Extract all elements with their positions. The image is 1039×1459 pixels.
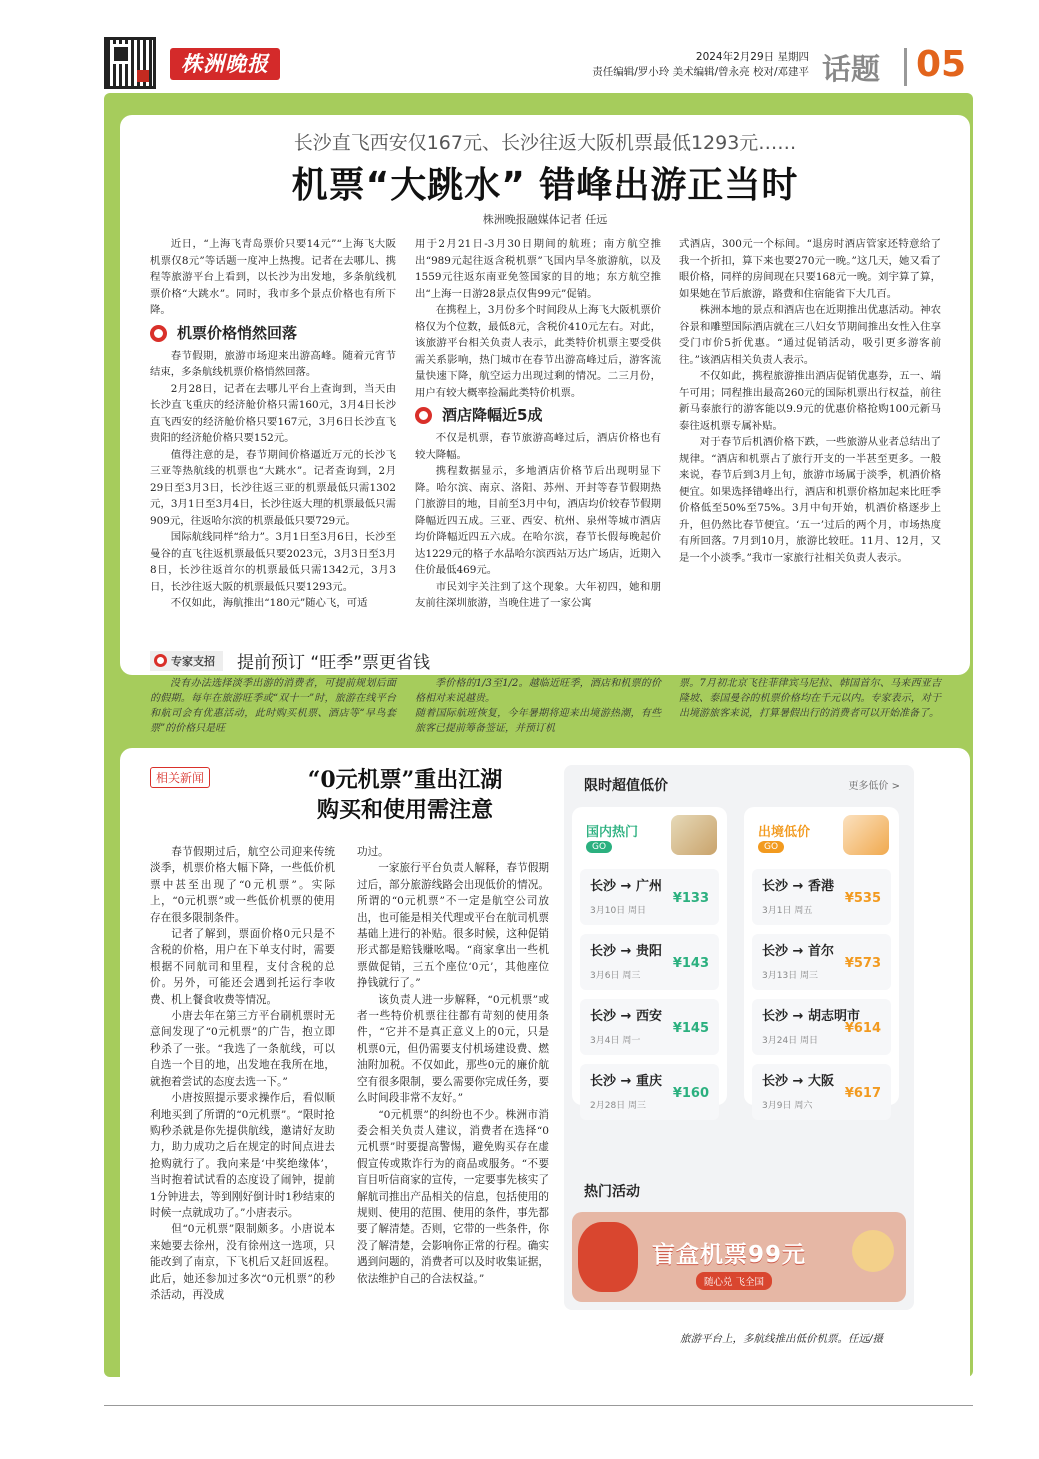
great-wall-icon (671, 815, 717, 855)
paragraph: 值得注意的是，春节期间价格逼近万元的长沙飞三亚等热航线的机票也“大跳水”。记者查询到，2月29日至3月3日，长沙往返三亚的机票最低只需1302元，3月1日至3月4日，长沙往返大理的机票最低只需909元，往返哈尔滨的机票最低只要729元。 (150, 448, 396, 527)
route-date: 3月1日 周五 (762, 906, 813, 916)
paragraph: 该负责人进一步解释，“0元机票”或者一些特价机票往往都有苛刻的使用条件，“它并不是真正意义上的0元，只是机票0元，但仍需要支付机场建设费、燃油附加税。不仅如此，那些0元的廉价航空有很多限制，要么需要你完成任务，要么时间段非常不友好。” (357, 993, 549, 1105)
section-heading (415, 407, 661, 424)
app-screenshot (564, 765, 914, 1310)
route-price: ¥535 (844, 891, 881, 906)
paragraph: 对于春节后机酒价格下跌，一些旅游从业者总结出了规律。“酒店和机票占了旅行开支的一半甚至更多。一般来说，春节后到3月上旬，旅游市场属于淡季，机酒价格便宜。如果选择错峰出行，酒店和机票价格加起来比旺季价格低至50%至75%。3月中旬开始，机酒价格逐步上升，但仍然比春节便宜。‘五一’过后的两个月，市场热度有所回落。7月到10月，旅游比较旺。11月、12月，又是一个小淡季。”我市一家旅行社相关负责人表示。 (679, 436, 941, 564)
route-cities: 长沙 → 重庆 (590, 1074, 662, 1089)
dragon-icon (578, 1222, 638, 1292)
paragraph: 一家旅行平台负责人解释，春节假期过后，部分旅游线路会出现低价的情况。所谓的“0元机票”不一定是航空公司放出，也可能是相关代理或平台在航司机票基础上进行的补贴。很多时候，这种促销形式都是赔钱赚吆喝。“商家拿出一些机票做促销，三五个座位‘0元’，其他座位挣钱就行了。” (357, 862, 549, 990)
go-button[interactable]: GO (586, 841, 612, 853)
paragraph: 携程数据显示，多地酒店价格节后出现明显下降。哈尔滨、南京、洛阳、苏州、开封等春节假期热门旅游目的地，目前至3月中旬，酒店均价较春节假期降幅近四五成。三亚、西安、杭州、泉州等城市酒店均价降幅近四五六成。在哈尔滨，春节长假每晚起价达1229元的格子水晶哈尔滨西站万达广场店，近期入住价最低469元。 (415, 465, 661, 576)
related-title-line-1: “0元机票”重出江湖 (307, 767, 503, 793)
paragraph: 2月28日，记者在去哪儿平台上查询到，当天由长沙直飞重庆的经济舱价格只需160元，3月4日长沙直飞西安的经济舱价格只要167元，3月6日长沙直飞贵阳的经济舱价格只要152元。 (150, 382, 396, 444)
related-column-2 (357, 844, 549, 1287)
section-topic: 话题 (822, 52, 881, 86)
route-date: 3月24日 周日 (762, 1036, 819, 1046)
qr-code (104, 37, 156, 89)
route-item[interactable] (580, 1064, 719, 1120)
issue-date: 2024年2月29日 星期四 (695, 51, 809, 63)
route-date: 2月28日 周三 (590, 1101, 647, 1111)
paragraph: 在携程上，3月份多个时间段从上海飞大阪机票价格仅为个位数，最低8元，含税价410元左右。对此，该旅游平台相关负责人表示，此类特价机票主要受供需关系影响，热门城市在春节出游高峰过后，游客流量快速下降，航空运力出现过剩的情况。二三月份，用户有较大概率捡漏此类特价机票。 (415, 304, 661, 399)
paragraph: 记者了解到，票面价格0元只是不含税的价格，用户在下单支付时，需要根据不同航司和里程，支付含税的总价。另外，可能还会遇到托运行李收费、机上餐食收费等情况。 (150, 928, 335, 1006)
route-price: ¥573 (844, 956, 881, 971)
article-headline: 机票“大跳水” 错峰出游正当时 (291, 165, 799, 206)
paragraph: 功过。 (357, 846, 389, 858)
route-item[interactable] (752, 1064, 891, 1120)
domestic-card (572, 807, 727, 1111)
article-column-1 (150, 236, 396, 612)
route-item[interactable] (580, 934, 719, 990)
domestic-card-title: 国内热门 (586, 825, 639, 840)
editor-credits: 责任编辑/罗小玲 美术编辑/曾永亮 校对/邓建平 (592, 66, 809, 78)
airplane-icon (852, 1230, 894, 1272)
route-item[interactable] (752, 869, 891, 925)
route-item[interactable] (580, 999, 719, 1055)
section-heading (150, 325, 396, 342)
route-cities: 长沙 → 首尔 (762, 944, 834, 959)
route-item[interactable] (580, 869, 719, 925)
bottom-rule (104, 1405, 973, 1406)
paragraph: 春节假期，旅游市场迎来出游高峰。随着元宵节结束，多条航线机票价格悄然回落。 (150, 349, 396, 378)
route-date: 3月13日 周三 (762, 971, 819, 981)
paragraph: 不仅如此，携程旅游推出酒店促销优惠券，五一、端午可用；同程推出最高260元的国际机票出行权益，前往新马泰旅行的游客能以9.9元的优惠价格抢购100元新马泰往返机票专属补贴。 (679, 370, 941, 432)
promo-banner[interactable] (572, 1212, 906, 1302)
newspaper-logo: 株洲晚报 (170, 48, 280, 80)
article-column-3 (679, 236, 941, 566)
paragraph: 国际航线同样“给力”。3月1日至3月6日，长沙至曼谷的直飞往返机票最低只要2023元，3月3日至3月8日，长沙往返首尔的机票最低只需1342元，3月3日，长沙往返大阪的机票最低只要1293元。 (150, 531, 396, 593)
section-heading-text: 酒店降幅近5成 (442, 406, 543, 425)
expert-title: 提前预订 “旺季”票更省钱 (237, 653, 431, 673)
bullet-icon (154, 654, 167, 667)
bullet-icon (415, 407, 432, 424)
related-news-title (260, 765, 550, 825)
route-price: ¥617 (844, 1086, 881, 1101)
banner-subtitle: 随心兑 飞全国 (696, 1272, 772, 1290)
paragraph: 株洲本地的景点和酒店也在近期推出优惠活动。神农谷景和雕塑国际酒店就在三八妇女节期间推出女性入住享受门市价5折优惠。“通过促销活动，吸引更多游客前往。”该酒店相关负责人表示。 (679, 304, 941, 366)
route-price: ¥160 (672, 1086, 709, 1101)
article-column-2 (415, 236, 661, 612)
route-price: ¥133 (672, 891, 709, 906)
expert-column-1: 没有办法选择淡季出游的消费者，可提前规划后面的假期。每年在旅游旺季或“双十一”时，旅游在线平台和航司会有优惠活动，此时购买机票、酒店等“早鸟套票”的价格只是旺 (150, 678, 396, 734)
paragraph: 但“0元机票”限制颇多。小唐说本来她要去徐州，没有徐州这一选项，只能改到了南京，下飞机后又赶回返程。此后，她还参加过多次“0元机票”的秒杀活动，再没成 (150, 1223, 335, 1301)
section-heading-text: 机票价格悄然回落 (177, 323, 298, 342)
app-section-title: 限时超值低价 (584, 778, 668, 794)
paragraph: 小唐去年在第三方平台刷机票时无意间发现了“0元机票”的广告，抱立即秒杀了一张。“我选了一条航线，可以自选一个目的地，出发地在我所在地，就抱着尝试的态度去选一下。” (150, 1010, 335, 1088)
related-column-1 (150, 844, 335, 1303)
bullet-icon (150, 325, 167, 342)
paragraph: 市民刘宇关注到了这个现象。大年初四，她和朋友前往深圳旅游，当晚住进了一家公寓 (415, 580, 661, 609)
hot-activities-title: 热门活动 (584, 1184, 640, 1200)
related-title-line-2: 购买和使用需注意 (316, 797, 493, 823)
route-cities: 长沙 → 西安 (590, 1009, 662, 1024)
route-date: 3月10日 周日 (590, 906, 647, 916)
expert-tag-text: 专家支招 (171, 654, 215, 668)
route-price: ¥145 (672, 1021, 709, 1036)
paragraph: 不仅如此，海航推出“180元”随心飞，可适 (170, 597, 368, 609)
suitcase-icon (843, 815, 889, 855)
paragraph: 小唐按照提示要求操作后，看似顺利地买到了所谓的“0元机票”。“限时抢购秒杀就是你先提供航线，邀请好友助力，助力成功之后在规定的时间点进去抢购就行了。我向来是‘中奖绝缘体’，当时抱着试试看的态度设了闹钟，提前1分钟进去，等到刚好倒计时1秒结束的时候一点就成功了。”小唐表示。 (150, 1092, 335, 1219)
divider (904, 48, 907, 86)
header-meta (584, 50, 809, 80)
paragraph: 不仅是机票，春节旅游高峰过后，酒店价格也有较大降幅。 (415, 432, 661, 461)
route-date: 3月4日 周一 (590, 1036, 641, 1046)
more-deals-link[interactable]: 更多低价 > (848, 781, 900, 792)
paragraph: “0元机票”的纠纷也不少。株洲市消委会相关负责人建议，消费者在选择“0元机票”时要提高警惕，避免购买存在虚假宣传或欺诈行为的商品或服务。“不要盲目听信商家的宣传，一定要事先核实了解航司推出产品相关的信息，包括使用的规则、使用的范围、使用的条件，事先都要了解清楚。否则，它带的一些条件，你没了解清楚，会影响你正常的行程。确实遇到问题的，消费者可以及时收集证据，依法维护自己的合法权益。” (357, 1108, 549, 1285)
route-cities: 长沙 → 大阪 (762, 1074, 834, 1089)
route-cities: 长沙 → 贵阳 (590, 944, 662, 959)
route-date: 3月9日 周六 (762, 1101, 813, 1111)
route-date: 3月6日 周三 (590, 971, 641, 981)
go-button[interactable]: GO (758, 841, 784, 853)
route-cities: 长沙 → 香港 (762, 879, 834, 894)
international-card (744, 807, 899, 1111)
expert-column-3: 票。7月初北京飞往菲律宾马尼拉、韩国首尔、马来西亚吉隆坡、泰国曼谷的机票价格均在千元以内。专家表示，对于出境游旅客来说，打算暑假出行的消费者可以开始准备了。 (679, 678, 941, 719)
article-kicker: 长沙直飞西安仅167元、长沙往返大阪机票最低1293元…… (293, 132, 797, 154)
banner-headline: 盲盒机票99元 (652, 1242, 807, 1268)
route-price: ¥143 (672, 956, 709, 971)
page-number: 05 (916, 44, 967, 85)
paragraph: 近日，“上海飞青岛票价只要14元”“上海飞大阪机票仅8元”等话题一度冲上热搜。记者在去哪儿、携程等旅游平台上看到，以长沙为出发地，多条航线机票价格“大跳水”。同时，我市多个景点价格也有所下降。 (150, 238, 396, 316)
paragraph: 用于2月21日-3月30日期间的航班；南方航空推出“989元起往返含税机票”飞国内旱冬旅游航，以及1559元往返东南亚免签国家的目的地；东方航空推出“上海一日游28景点仅售99元”促销。 (415, 238, 661, 300)
route-price: ¥614 (844, 1021, 881, 1036)
route-item[interactable] (752, 999, 891, 1055)
route-cities: 长沙 → 广州 (590, 879, 662, 894)
article-byline: 株洲晚报融媒体记者 任远 (482, 213, 608, 226)
paragraph: 式酒店，300元一个标间。“退房时酒店管家还特意给了我一个折扣，算下来也要270元一晚。”这几天，她又看了眼价格，同样的房间现在只要168元一晚。刘宇算了算，如果她在节后旅游，路费和住宿能省下大几百。 (679, 238, 941, 300)
intl-card-title: 出境低价 (758, 825, 811, 840)
expert-tips-heading (150, 648, 430, 673)
related-news-tag: 相关新闻 (150, 767, 210, 788)
route-item[interactable] (752, 934, 891, 990)
expert-column-2: 季价格的1/3至1/2。越临近旺季，酒店和机票的价格相对来说越贵。 随着国际航班恢复，今年暑期将迎来出境游热潮，有些旅客已提前筹备签证，并预订机 (415, 678, 661, 734)
expert-tag (150, 651, 223, 671)
photo-caption: 旅游平台上，多航线推出低价机票。任远/摄 (680, 1333, 884, 1345)
route-cities: 长沙 → 胡志明市 (762, 1009, 860, 1024)
paragraph: 春节假期过后，航空公司迎来传统淡季，机票价格大幅下降，一些低价机票中甚至出现了“0元机票”。实际上，“0元机票”或一些低价机票的使用存在很多限制条件。 (150, 846, 335, 924)
